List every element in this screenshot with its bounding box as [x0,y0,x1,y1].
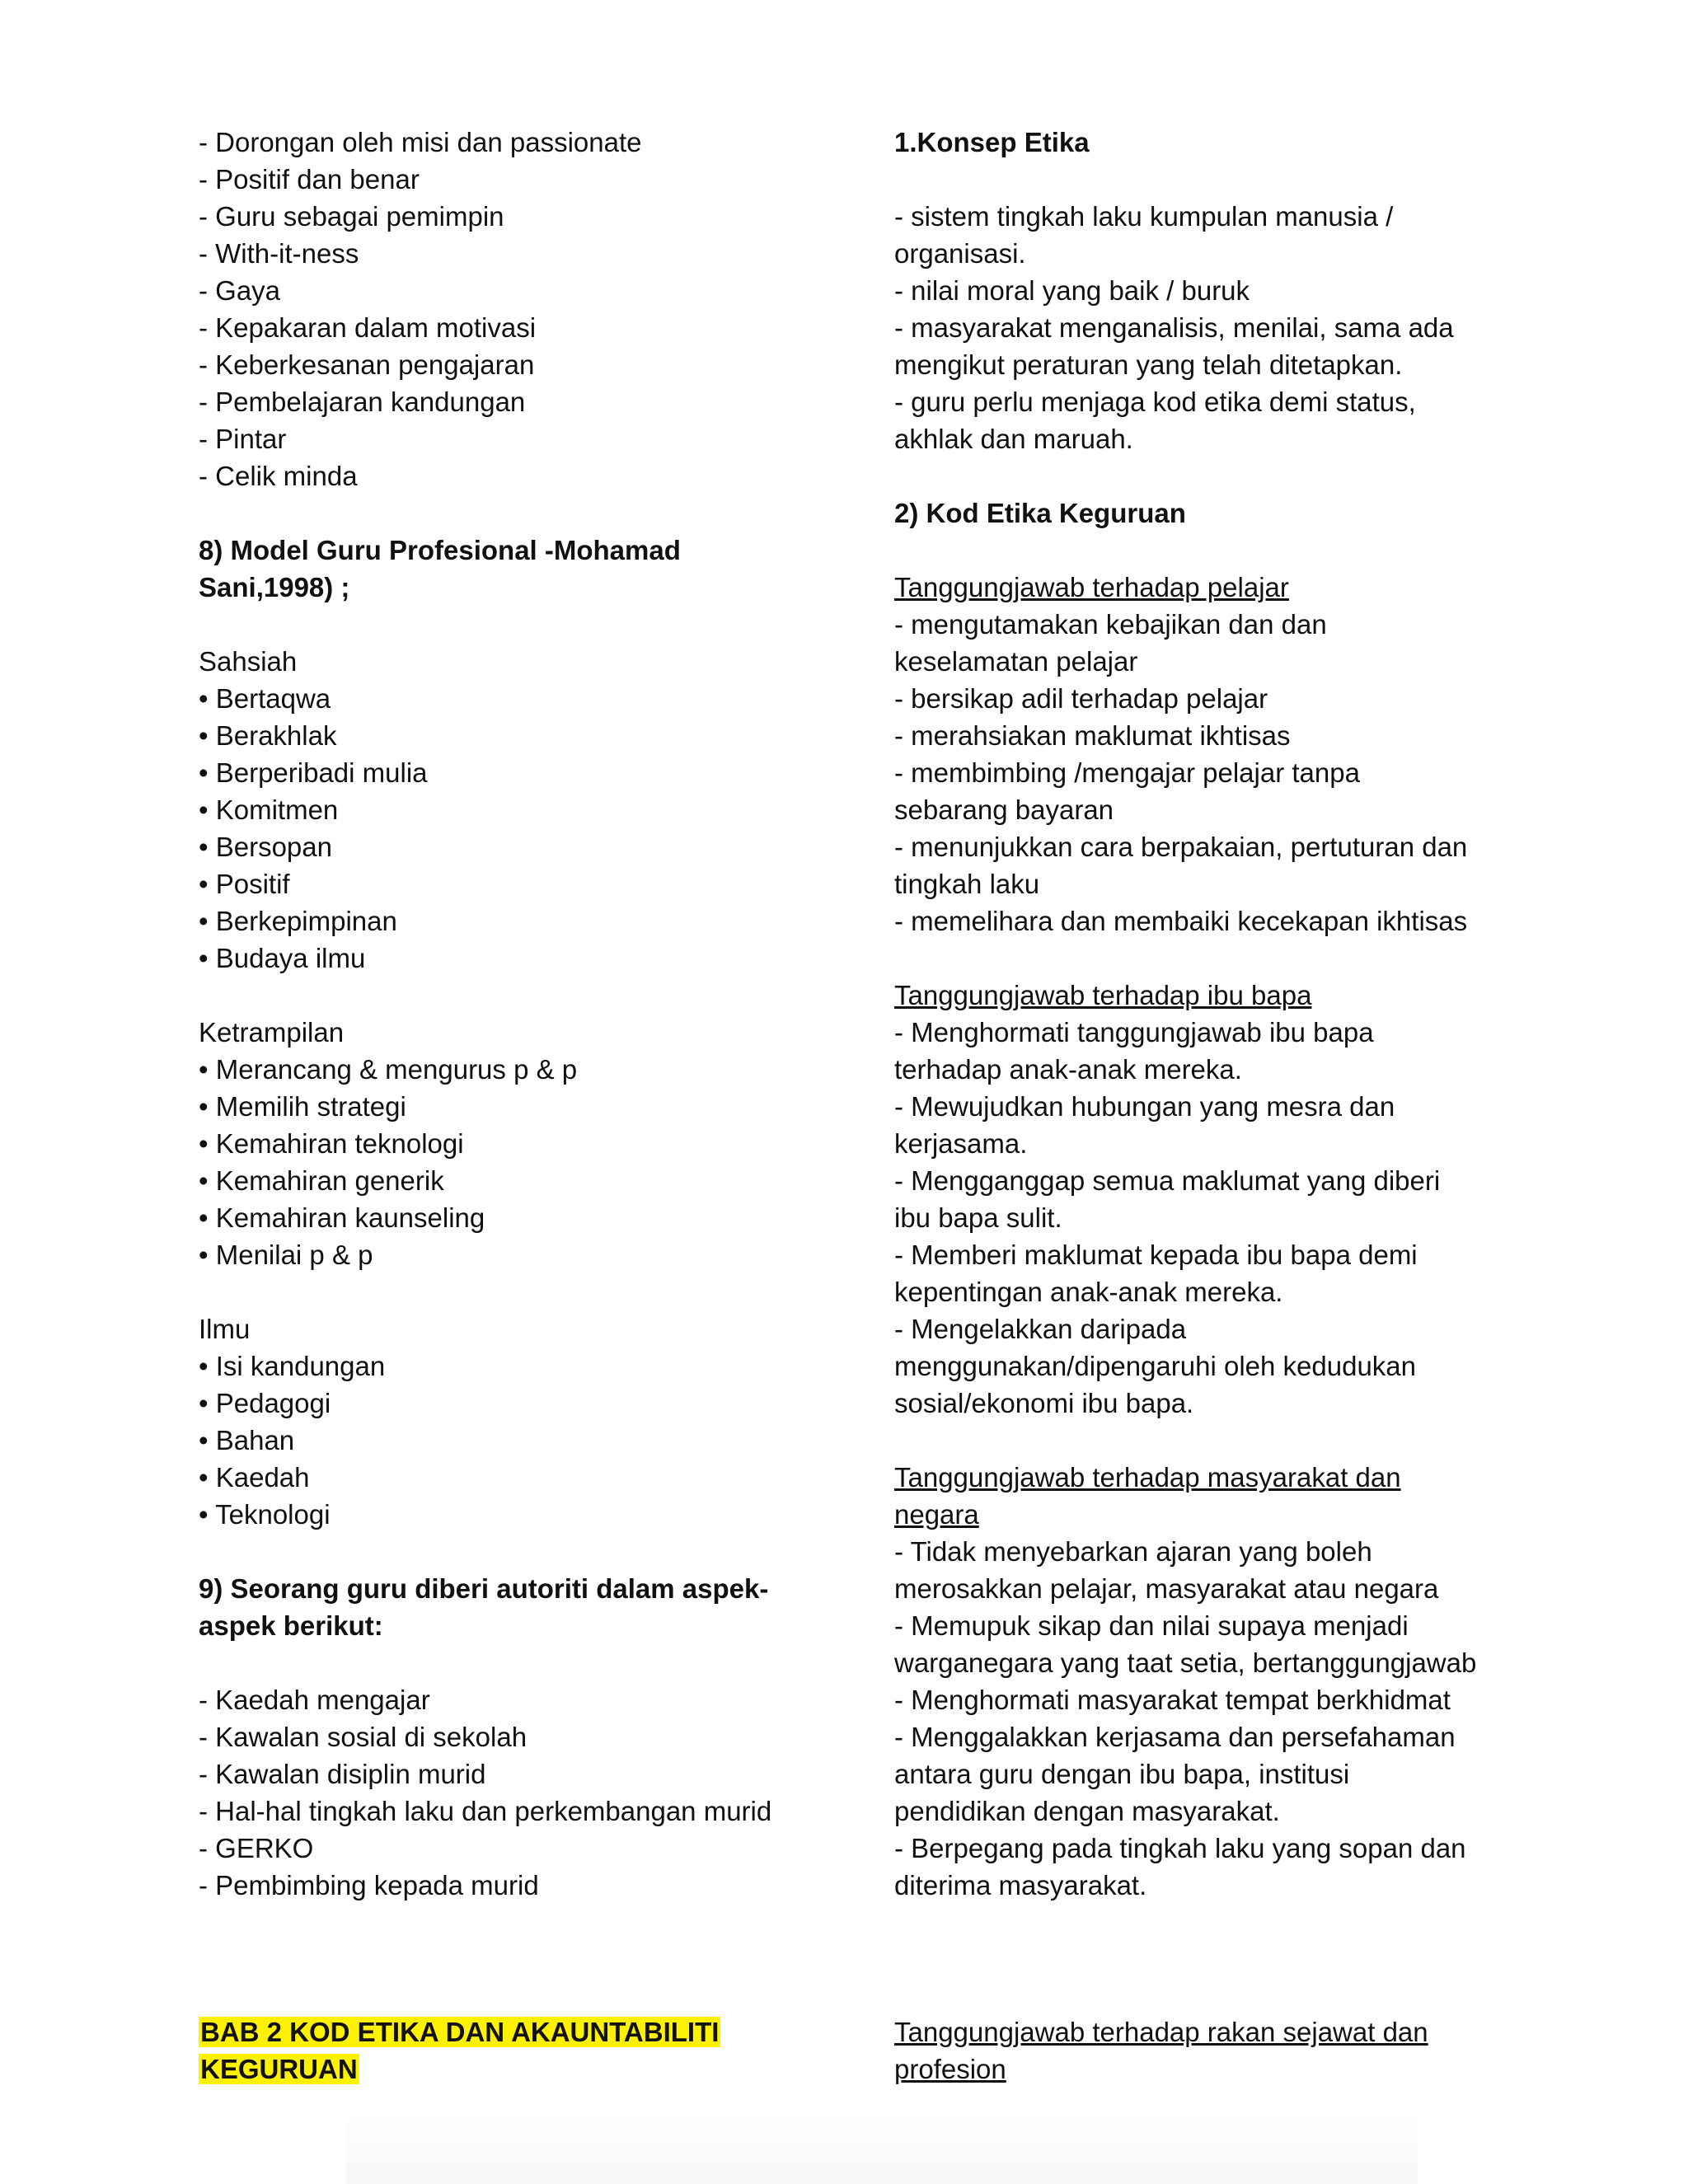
list-item: - Kawalan disiplin murid [199,1759,486,1789]
list-item: - Guru sebagai pemimpin [199,201,504,232]
bullet-item: • Positif [199,869,290,899]
bullet-item: • Isi kandungan [199,1351,386,1381]
bullet-item: • Komitmen [199,794,339,825]
text-line: - Mewujudkan hubungan yang mesra dan [894,1091,1395,1122]
list-item: - Kawalan sosial di sekolah [199,1722,528,1752]
bullet-item: • Budaya ilmu [199,943,366,973]
text-line: warganegara yang taat setia, bertanggungjawab [894,1647,1477,1678]
list-item: - GERKO [199,1833,314,1863]
list-item: - Keberkesanan pengajaran [199,349,535,380]
sahsiah-group [199,643,842,977]
text-line: akhlak dan maruah. [894,424,1133,454]
text-line: diterima masyarakat. [894,1870,1147,1900]
left-column [199,124,842,1904]
text-line: organisasi. [894,238,1026,269]
konsep-etika-heading: 1.Konsep Etika [894,127,1090,157]
bullet-item: • Menilai p & p [199,1240,373,1270]
list-item: - Pintar [199,424,287,454]
bullet-item: • Merancang & mengurus p & p [199,1054,578,1085]
bab-2-heading [199,2013,720,2088]
text-line: sebarang bayaran [894,794,1114,825]
text-line: - menunjukkan cara berpakaian, pertuturan dan [894,832,1468,862]
bullet-item: • Kaedah [199,1462,310,1493]
highlighted-heading-line: KEGURUAN [200,2054,358,2084]
list-item: - Hal-hal tingkah laku dan perkembangan murid [199,1796,772,1826]
subsection-title: Tanggungjawab terhadap masyarakat dan [894,1462,1401,1493]
text-line: - Berpegang pada tingkah laku yang sopan dan [894,1833,1466,1863]
group-title: Ilmu [199,1314,251,1344]
page-bottom-shadow [346,2110,1418,2184]
bullet-item: • Berakhlak [199,720,337,751]
pelajar-section [894,569,1521,940]
section-heading-line: 8) Model Guru Profesional -Mohamad [199,535,681,565]
group-title: Sahsiah [199,646,298,677]
list-item: - Gaya [199,275,281,306]
text-line: - Mengelakkan daripada [894,1314,1187,1344]
konsep-etika-body [894,198,1521,457]
bullet-item: • Bersopan [199,832,332,862]
text-line: tingkah laku [894,869,1040,899]
list-item: - Pembimbing kepada murid [199,1870,539,1900]
section-heading-line: Sani,1998) ; [199,572,350,602]
bullet-item: • Kemahiran teknologi [199,1128,464,1159]
text-line: - guru perlu menjaga kod etika demi status, [894,387,1416,417]
text-line: kepentingan anak-anak mereka. [894,1277,1283,1307]
subsection-title: negara [894,1499,979,1530]
list-item: - Dorongan oleh misi dan passionate [199,127,642,157]
text-line: - merahsiakan maklumat ikhtisas [894,720,1291,751]
text-line: - masyarakat menganalisis, menilai, sama ada [894,312,1454,343]
ketrampilan-group [199,1014,842,1273]
section-9-heading [199,1570,842,1644]
list-item: - With-it-ness [199,238,359,269]
bullet-item: • Memilih strategi [199,1091,406,1122]
text-line: terhadap anak-anak mereka. [894,1054,1242,1085]
group-title: Ketrampilan [199,1017,345,1047]
list-item: - Pembelajaran kandungan [199,387,526,417]
bullet-item: • Pedagogi [199,1388,331,1418]
subsection-title: Tanggungjawab terhadap rakan sejawat dan [894,2017,1428,2047]
section-9-list [199,1681,842,1904]
kod-etika-heading: 2) Kod Etika Keguruan [894,498,1186,528]
right-column [894,124,1521,1904]
subsection-title: Tanggungjawab terhadap ibu bapa [894,980,1312,1010]
text-line: menggunakan/dipengaruhi oleh kedudukan [894,1351,1417,1381]
bullet-item: • Teknologi [199,1499,331,1530]
section-8-heading [199,532,842,606]
text-line: - memelihara dan membaiki kecekapan ikhtisas [894,906,1468,936]
list-item: - Celik minda [199,461,358,491]
text-line: ibu bapa sulit. [894,1202,1062,1233]
rakan-sejawat-section [894,2013,1428,2088]
subsection-title: Tanggungjawab terhadap pelajar [894,572,1289,602]
text-line: merosakkan pelajar, masyarakat atau negara [894,1573,1439,1604]
text-line: - Tidak menyebarkan ajaran yang boleh [894,1536,1372,1567]
text-line: - Memberi maklumat kepada ibu bapa demi [894,1240,1418,1270]
text-line: - Mengganggap semua maklumat yang diberi [894,1165,1441,1196]
text-line: kerjasama. [894,1128,1028,1159]
text-line: - Menggalakkan kerjasama dan persefahaman [894,1722,1456,1752]
section-heading-line: 9) Seorang guru diberi autoriti dalam aspek- [199,1573,769,1604]
masyarakat-section [894,1459,1521,1904]
section-heading-line: aspek berikut: [199,1610,383,1641]
highlighted-heading-line: BAB 2 KOD ETIKA DAN AKAUNTABILITI [200,2017,720,2047]
bullet-item: • Bahan [199,1425,295,1455]
text-line: sosial/ekonomi ibu bapa. [894,1388,1194,1418]
list-item: - Positif dan benar [199,164,420,194]
text-line: - mengutamakan kebajikan dan dan [894,609,1327,640]
ibubapa-section [894,977,1521,1422]
text-line: - Menghormati masyarakat tempat berkhidmat [894,1685,1451,1715]
bullet-item: • Berkepimpinan [199,906,397,936]
text-line: antara guru dengan ibu bapa, institusi [894,1759,1350,1789]
text-line: - nilai moral yang baik / buruk [894,275,1250,306]
list-item: - Kepakaran dalam motivasi [199,312,537,343]
bullet-item: • Kemahiran kaunseling [199,1202,485,1233]
subsection-title: profesion [894,2054,1006,2084]
bullet-item: • Kemahiran generik [199,1165,444,1196]
text-line: - bersikap adil terhadap pelajar [894,683,1268,714]
text-line: - membimbing /mengajar pelajar tanpa [894,757,1360,788]
text-line: - Memupuk sikap dan nilai supaya menjadi [894,1610,1409,1641]
intro-list [199,124,842,494]
text-line: pendidikan dengan masyarakat. [894,1796,1280,1826]
bullet-item: • Bertaqwa [199,683,331,714]
text-line: keselamatan pelajar [894,646,1138,677]
text-line: mengikut peraturan yang telah ditetapkan. [894,349,1403,380]
text-line: - Menghormati tanggungjawab ibu bapa [894,1017,1374,1047]
ilmu-group [199,1310,842,1533]
bullet-item: • Berperibadi mulia [199,757,428,788]
text-line: - sistem tingkah laku kumpulan manusia / [894,201,1394,232]
list-item: - Kaedah mengajar [199,1685,430,1715]
